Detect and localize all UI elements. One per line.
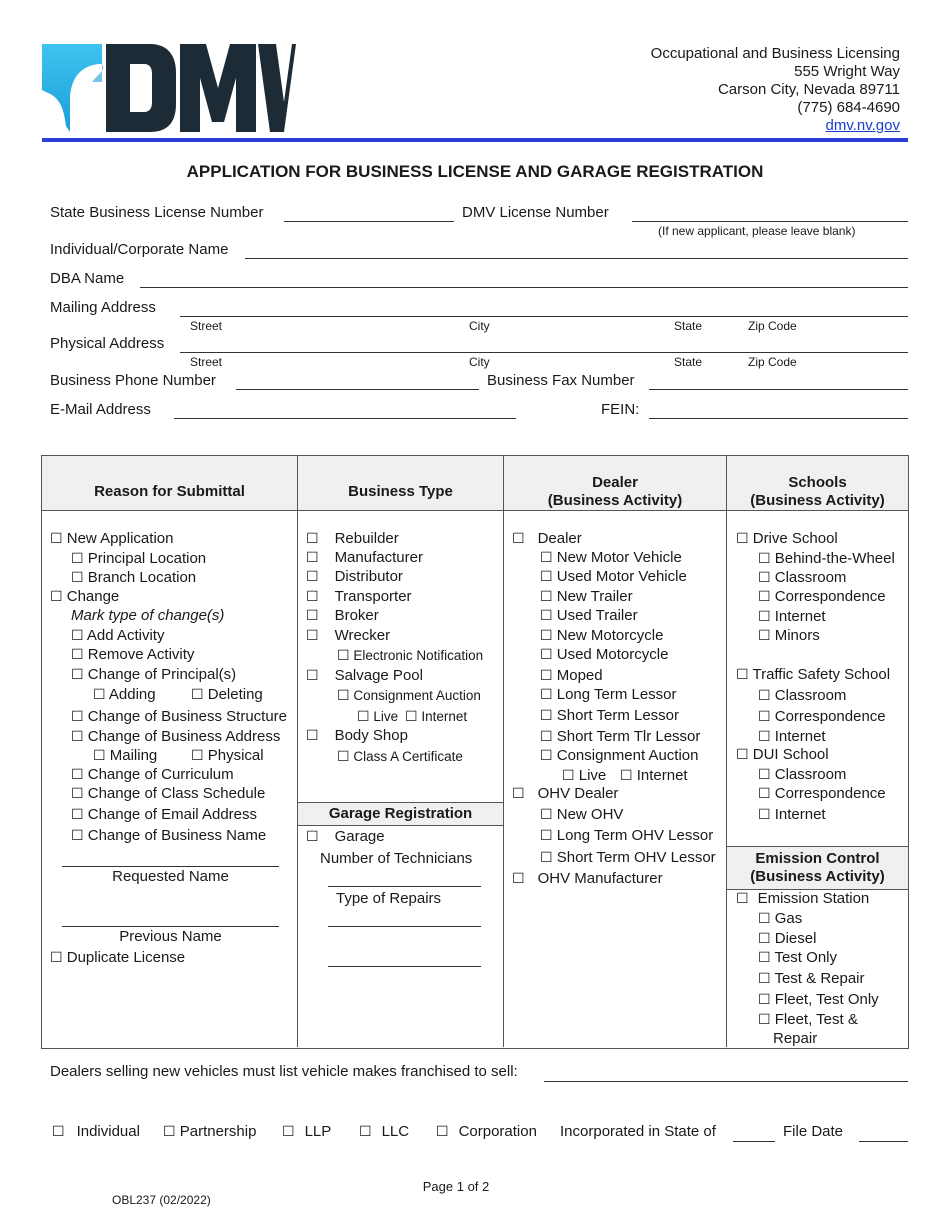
dmv-license-input[interactable]	[632, 221, 908, 222]
schools-header	[727, 474, 908, 510]
salvage-internet-checkbox[interactable]: ☐ Internet	[405, 709, 468, 725]
physical-zip-label: Zip Code	[748, 355, 797, 369]
header-rule	[42, 138, 908, 142]
add-activity-checkbox[interactable]: ☐ Add Activity	[71, 627, 165, 644]
emission-station-checkbox[interactable]: ☐ Emission Station	[736, 890, 870, 907]
dmv-license-note: (If new applicant, please leave blank)	[658, 224, 856, 238]
dealer-checkbox[interactable]: ☐ Dealer	[512, 530, 582, 547]
franchised-makes-input[interactable]	[544, 1081, 908, 1082]
email-label: E-Mail Address	[50, 401, 151, 418]
ohv-dealer-checkbox[interactable]: ☐ OHV Dealer	[512, 785, 619, 802]
form-title: APPLICATION FOR BUSINESS LICENSE AND GARAGE REGISTRATION	[186, 162, 764, 181]
duplicate-license-checkbox[interactable]: ☐ Duplicate License	[50, 949, 186, 966]
dui-internet-checkbox[interactable]: ☐ Internet	[758, 806, 826, 823]
minors-checkbox[interactable]: ☐ Minors	[758, 627, 820, 644]
file-date-input[interactable]	[859, 1141, 908, 1142]
previous-name-input[interactable]	[62, 926, 279, 927]
deleting-checkbox[interactable]: ☐ Deleting	[191, 686, 263, 703]
change-checkbox[interactable]: ☐ Change	[50, 588, 120, 605]
new-trailer-checkbox[interactable]: ☐ New Trailer	[540, 588, 633, 605]
new-motorcycle-checkbox[interactable]: ☐ New Motorcycle	[540, 627, 664, 644]
change-structure-checkbox[interactable]: ☐ Change of Business Structure	[71, 708, 288, 725]
dui-correspondence-checkbox[interactable]: ☐ Correspondence	[758, 785, 886, 802]
dui-school-checkbox[interactable]: ☐ DUI School	[736, 746, 829, 763]
salvage-pool-checkbox[interactable]: ☐ Salvage Pool	[306, 667, 423, 684]
short-term-ohv-checkbox[interactable]: ☐ Short Term OHV Lessor	[540, 849, 716, 866]
test-repair-checkbox[interactable]: ☐ Test & Repair	[758, 970, 865, 987]
previous-name-label: Previous Name	[119, 928, 222, 945]
distributor-checkbox[interactable]: ☐ Distributor	[306, 568, 403, 585]
new-motor-vehicle-checkbox[interactable]: ☐ New Motor Vehicle	[540, 549, 682, 566]
drive-classroom-checkbox[interactable]: ☐ Classroom	[758, 569, 847, 586]
physical-city-label: City	[469, 355, 490, 369]
dealer-header	[504, 474, 726, 510]
branch-location-checkbox[interactable]: ☐ Branch Location	[71, 569, 197, 586]
email-input[interactable]	[174, 418, 516, 419]
file-date-label: File Date	[783, 1123, 844, 1140]
emission-header-title: Emission Control	[755, 850, 880, 867]
salvage-live-checkbox[interactable]: ☐ Live	[357, 709, 399, 725]
test-only-checkbox[interactable]: ☐ Test Only	[758, 949, 837, 966]
used-trailer-checkbox[interactable]: ☐ Used Trailer	[540, 607, 638, 624]
change-name-checkbox[interactable]: ☐ Change of Business Name	[71, 827, 267, 844]
mailing-street-label: Street	[190, 319, 223, 333]
short-term-tlr-lessor-checkbox[interactable]: ☐ Short Term Tlr Lessor	[540, 728, 701, 745]
used-motor-vehicle-checkbox[interactable]: ☐ Used Motor Vehicle	[540, 568, 687, 585]
change-curriculum-checkbox[interactable]: ☐ Change of Curriculum	[71, 766, 234, 783]
mark-type-note: Mark type of change(s)	[71, 607, 225, 624]
physical-input[interactable]	[180, 352, 908, 353]
partnership-checkbox[interactable]: ☐ Partnership	[163, 1123, 257, 1140]
corp-name-input[interactable]	[245, 258, 908, 259]
dmv-license-label: DMV License Number	[462, 204, 609, 221]
body-shop-checkbox[interactable]: ☐ Body Shop	[306, 727, 408, 744]
requested-name-label: Requested Name	[112, 868, 229, 885]
fleet-test-repair-checkbox[interactable]: ☐ Fleet, Test &	[758, 1011, 858, 1028]
traffic-internet-checkbox[interactable]: ☐ Internet	[758, 728, 826, 745]
technicians-label: Number of Technicians	[320, 850, 473, 867]
physical-change-checkbox[interactable]: ☐ Physical	[191, 747, 264, 764]
traffic-classroom-checkbox[interactable]: ☐ Classroom	[758, 687, 847, 704]
used-motorcycle-checkbox[interactable]: ☐ Used Motorcycle	[540, 646, 669, 663]
garage-header: Garage Registration	[328, 805, 473, 822]
agency-street: 555 Wright Way	[794, 63, 900, 80]
fleet-test-only-checkbox[interactable]: ☐ Fleet, Test Only	[758, 991, 879, 1008]
new-ohv-checkbox[interactable]: ☐ New OHV	[540, 806, 624, 823]
traffic-correspondence-checkbox[interactable]: ☐ Correspondence	[758, 708, 886, 725]
agency-phone: (775) 684-4690	[797, 99, 900, 116]
schools-header-sub: (Business Activity)	[750, 492, 885, 509]
dealer-internet-checkbox[interactable]: ☐ Internet	[620, 767, 688, 784]
traffic-safety-checkbox[interactable]: ☐ Traffic Safety School	[736, 666, 891, 683]
website-link[interactable]: dmv.nv.gov	[825, 117, 900, 134]
phone-input[interactable]	[236, 389, 479, 390]
incorporated-state-input[interactable]	[733, 1141, 775, 1142]
agency-address	[651, 45, 900, 135]
dealer-header-sub: (Business Activity)	[547, 492, 683, 509]
requested-name-input[interactable]	[62, 866, 279, 867]
corporation-checkbox[interactable]: ☐ Corporation	[436, 1123, 537, 1140]
fein-input[interactable]	[649, 418, 908, 419]
technicians-input[interactable]	[328, 886, 481, 887]
behind-the-wheel-checkbox[interactable]: ☐ Behind-the-Wheel	[758, 550, 895, 567]
form-id: OBL237 (02/2022)	[112, 1193, 211, 1207]
state-license-input[interactable]	[284, 221, 454, 222]
llc-checkbox[interactable]: ☐ LLC	[359, 1123, 410, 1140]
col-divider-2	[503, 456, 504, 1047]
emission-header-sub: (Business Activity)	[750, 868, 885, 885]
col-divider-1	[297, 456, 298, 1047]
mailing-state-label: State	[674, 319, 703, 333]
mailing-zip-label: Zip Code	[748, 319, 797, 333]
adding-checkbox[interactable]: ☐ Adding	[93, 686, 156, 703]
phone-label: Business Phone Number	[50, 372, 216, 389]
agency-name: Occupational and Business Licensing	[650, 45, 900, 62]
ohv-manufacturer-checkbox[interactable]: ☐ OHV Manufacturer	[512, 870, 663, 887]
new-application-checkbox[interactable]: ☐ New Application	[50, 530, 174, 547]
class-a-certificate-checkbox[interactable]: ☐ Class A Certificate	[337, 749, 463, 765]
change-principal-checkbox[interactable]: ☐ Change of Principal(s)	[71, 666, 237, 683]
transporter-checkbox[interactable]: ☐ Transporter	[306, 588, 412, 605]
change-address-checkbox[interactable]: ☐ Change of Business Address	[71, 728, 281, 745]
repairs-input-1[interactable]	[328, 926, 481, 927]
broker-checkbox[interactable]: ☐ Broker	[306, 607, 379, 624]
physical-street-label: Street	[190, 355, 223, 369]
drive-school-checkbox[interactable]: ☐ Drive School	[736, 530, 838, 547]
col-divider-3	[726, 456, 727, 1047]
mailing-label: Mailing Address	[50, 299, 156, 316]
fax-input[interactable]	[649, 389, 908, 390]
emission-header	[727, 850, 908, 886]
remove-activity-checkbox[interactable]: ☐ Remove Activity	[71, 646, 195, 663]
individual-checkbox[interactable]: ☐ Individual	[52, 1123, 140, 1140]
change-email-checkbox[interactable]: ☐ Change of Email Address	[71, 806, 257, 823]
dmv-logo	[40, 42, 296, 134]
rebuilder-checkbox[interactable]: ☐ Rebuilder	[306, 530, 399, 547]
fein-label: FEIN:	[601, 401, 640, 418]
long-term-lessor-checkbox[interactable]: ☐ Long Term Lessor	[540, 686, 677, 703]
mailing-input[interactable]	[180, 316, 908, 317]
physical-label: Physical Address	[50, 335, 165, 352]
garage-checkbox[interactable]: ☐ Garage	[306, 828, 385, 845]
mailing-change-checkbox[interactable]: ☐ Mailing	[93, 747, 158, 764]
mailing-city-label: City	[469, 319, 490, 333]
repairs-label: Type of Repairs	[336, 890, 442, 907]
dealer-header-title: Dealer	[592, 474, 638, 491]
long-term-ohv-checkbox[interactable]: ☐ Long Term OHV Lessor	[540, 827, 714, 844]
fleet-test-repair-label-2: Repair	[773, 1030, 818, 1047]
consignment-auction-checkbox[interactable]: ☐ Consignment Auction	[337, 688, 481, 704]
change-schedule-checkbox[interactable]: ☐ Change of Class Schedule	[71, 785, 266, 802]
physical-state-label: State	[674, 355, 703, 369]
manufacturer-checkbox[interactable]: ☐ Manufacturer	[306, 549, 423, 566]
dba-input[interactable]	[140, 287, 908, 288]
reason-header: Reason for Submittal	[94, 483, 245, 500]
page-number: Page 1 of 2	[422, 1179, 490, 1194]
incorporated-label: Incorporated in State of	[560, 1123, 716, 1140]
principal-location-checkbox[interactable]: ☐ Principal Location	[71, 550, 207, 567]
gas-checkbox[interactable]: ☐ Gas	[758, 910, 803, 927]
dealer-consignment-checkbox[interactable]: ☐ Consignment Auction	[540, 747, 699, 764]
schools-header-title: Schools	[788, 474, 847, 491]
dba-label: DBA Name	[50, 270, 125, 287]
dui-classroom-checkbox[interactable]: ☐ Classroom	[758, 766, 847, 783]
dealers-note: Dealers selling new vehicles must list vehicle makes franchised to sell:	[50, 1063, 518, 1080]
table-header-rule	[42, 510, 908, 511]
corp-name-label: Individual/Corporate Name	[50, 241, 229, 258]
wrecker-checkbox[interactable]: ☐ Wrecker	[306, 627, 391, 644]
repairs-input-2[interactable]	[328, 966, 481, 967]
state-license-label: State Business License Number	[50, 204, 264, 221]
short-term-lessor-checkbox[interactable]: ☐ Short Term Lessor	[540, 707, 680, 724]
moped-checkbox[interactable]: ☐ Moped	[540, 667, 603, 684]
diesel-checkbox[interactable]: ☐ Diesel	[758, 930, 817, 947]
drive-correspondence-checkbox[interactable]: ☐ Correspondence	[758, 588, 886, 605]
fax-label: Business Fax Number	[487, 372, 635, 389]
business-header: Business Type	[348, 483, 453, 500]
llp-checkbox[interactable]: ☐ LLP	[282, 1123, 332, 1140]
agency-city: Carson City, Nevada 89711	[717, 81, 900, 98]
electronic-notification-checkbox[interactable]: ☐ Electronic Notification	[337, 648, 484, 664]
dealer-live-checkbox[interactable]: ☐ Live	[562, 767, 607, 784]
drive-internet-checkbox[interactable]: ☐ Internet	[758, 608, 826, 625]
